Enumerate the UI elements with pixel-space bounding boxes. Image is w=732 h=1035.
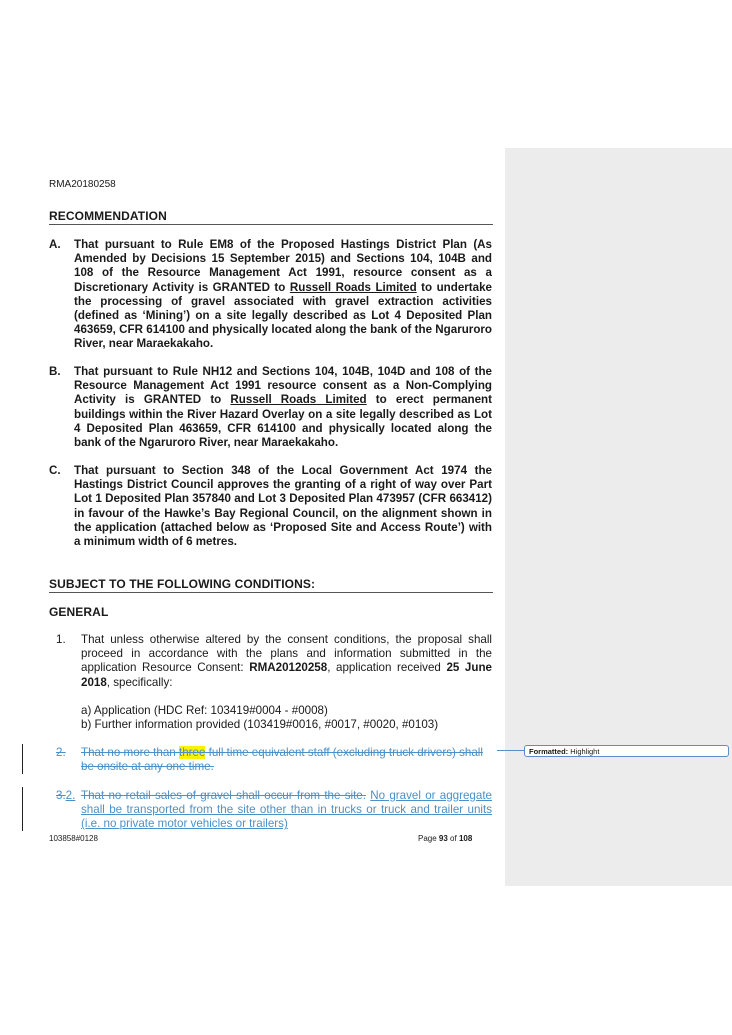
recommendation-b <box>49 365 492 450</box>
recommendation-text: That pursuant to Rule EM8 of the Proposed Hastings District Plan (As Amended by Decisions 15 September 2015) and Sections 104, 104B and 108 of the Resource Management Act 1991, resource consent as a Discretionary Activity is GRANTED to Russell Roads Limited to undertake the processing of gravel associated with gravel extraction activities (defined as ‘Mining’) on a site legally described as Lot 4 Deposited Plan 463659, CFR 614100 and physically located along the bank of the Ngaruroro River, near Maraekakaho. <box>74 238 493 351</box>
markup-pane <box>505 148 732 886</box>
condition-1-item-b: b) Further information provided (103419#0016, #0017, #0020, #0103) <box>81 718 439 731</box>
footer-page-number: Page 93 of 108 <box>418 834 473 843</box>
condition-text: That no more than three full time equivalent staff (excluding truck drivers) shall be onsite at any one time. <box>81 746 483 774</box>
recommendation-label: C. <box>49 464 61 477</box>
highlighted-word: three <box>178 746 206 759</box>
comment-leader-line <box>497 750 524 751</box>
condition-number: 2. <box>56 746 66 759</box>
recommendation-heading: RECOMMENDATION <box>49 209 167 223</box>
condition-number: 1. <box>56 633 66 646</box>
company-name: Russell Roads Limited <box>230 393 367 407</box>
change-bar <box>22 787 23 831</box>
inserted-text: No gravel or aggregate shall be transported from the site other than in trucks or truck and trailer units (i.e. no private motor vehicles or trailers) <box>81 789 492 831</box>
recommendation-text: That pursuant to Section 348 of the Local Government Act 1974 the Hastings District Council approves the granting of a right of way over Part Lot 1 Deposited Plan 357840 and Lot 3 Deposited Plan 473957 (CFR 663412) in favour of the Hawke’s Bay Regional Council, on the alignment shown in the application (attached below as ‘Proposed Site and Access Route’) with a minimum width of 6 metres. <box>74 464 492 549</box>
formatting-comment[interactable]: Formatted: Highlight <box>524 745 729 757</box>
company-name: Russell Roads Limited <box>289 280 417 294</box>
conditions-heading: SUBJECT TO THE FOLLOWING CONDITIONS: <box>49 577 316 591</box>
change-bar <box>22 744 23 774</box>
heading-rule <box>49 592 493 593</box>
deleted-text: That no retail sales of gravel shall occur from the site. <box>81 789 366 802</box>
recommendation-c <box>49 464 492 549</box>
condition-1 <box>56 633 492 690</box>
condition-3-tracked <box>56 789 492 832</box>
recommendation-a <box>49 238 492 352</box>
document-reference: RMA20180258 <box>49 179 116 190</box>
consent-number: RMA20120258 <box>249 661 328 675</box>
received-date: 25 June 2018 <box>81 661 492 689</box>
recommendation-text: That pursuant to Rule NH12 and Sections 104, 104B, 104D and 108 of the Resource Management Act 1991 resource consent as a Non-Complying Activity is GRANTED to Russell Roads Limited to erect permanent buildings within the River Hazard Overlay on a site legally described as Lot 4 Deposited Plan 463659, CFR 614100 and physically located along the bank of the Ngaruroro River, near Maraekakaho. <box>74 365 493 450</box>
heading-rule <box>49 224 493 225</box>
condition-number: 3.2. <box>56 789 76 802</box>
general-heading: GENERAL <box>49 605 109 619</box>
condition-text: That unless otherwise altered by the consent conditions, the proposal shall proceed in accordance with the plans and information submitted in the application Resource Consent: RMA20120258, application received 25 June 2018, specifically: <box>81 633 492 689</box>
recommendation-label: B. <box>49 365 61 378</box>
footer-document-id: 103858#0128 <box>49 834 98 843</box>
condition-2-deleted <box>56 746 492 774</box>
condition-1-item-a: a) Application (HDC Ref: 103419#0004 - #0008) <box>81 704 328 717</box>
condition-text <box>81 789 492 832</box>
recommendation-label: A. <box>49 238 61 251</box>
